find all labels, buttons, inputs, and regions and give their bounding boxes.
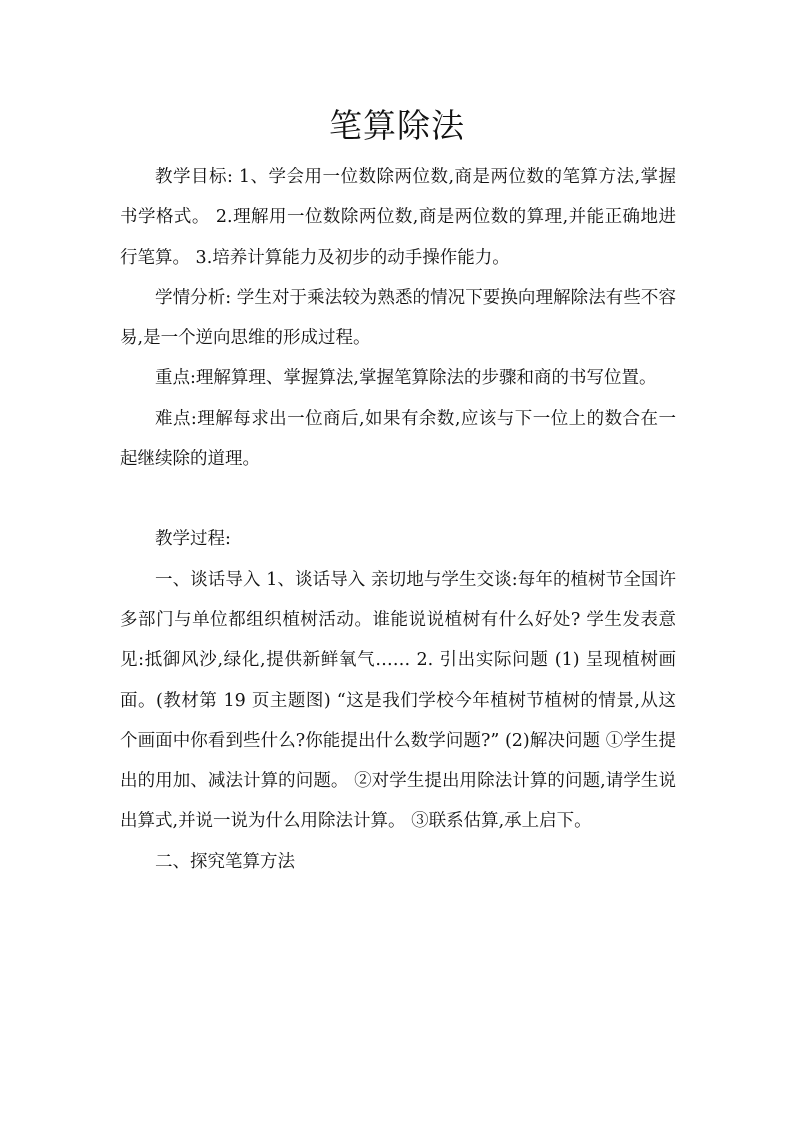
process-step-one-paragraph: 一、谈话导入 1、谈话导入 亲切地与学生交谈:每年的植树节全国许多部门与单位都组织植树活动。谁能说说植树有什么好处? 学生发表意见:抵御风沙,绿化,提供新鲜氧气…… 2. 引出实际问题 (1) 呈现植树画面。(教材第 19 页主题图) “这是我们学校今年植树节植树的情景,从这个画面中你看到些什么?你能提出什么数学问题?” (2)解决问题 ①学生提出的用加、减法计算的问题。 ②对学生提出用除法计算的问题,请学生说出算式,并说一说为什么用除法计算。 ③联系估算,承上启下。 — [120, 569, 676, 832]
page-title: 笔算除法 — [329, 106, 465, 145]
process-step-two-heading: 二、探究笔算方法 — [155, 851, 295, 872]
teaching-goals-paragraph: 教学目标: 1、学会用一位数除两位数,商是两位数的笔算方法,掌握书学格式。 2.理解用一位数除两位数,商是两位数的算理,并能正确地进行笔算。 3.培养计算能力及初步的动手操作能力。 — [120, 167, 676, 268]
key-points-paragraph: 重点:理解算理、掌握算法,掌握笔算除法的步骤和商的书写位置。 — [155, 368, 657, 389]
learning-analysis-paragraph: 学情分析: 学生对于乘法较为熟悉的情况下要换向理解除法有些不容易,是一个逆向思维的形成过程。 — [120, 287, 676, 349]
blank-line — [120, 479, 676, 519]
process-heading: 教学过程: — [155, 529, 231, 550]
document-body — [120, 157, 676, 882]
difficulties-paragraph: 难点:理解每求出一位商后,如果有余数,应该与下一位上的数合在一起继续除的道理。 — [120, 408, 676, 470]
